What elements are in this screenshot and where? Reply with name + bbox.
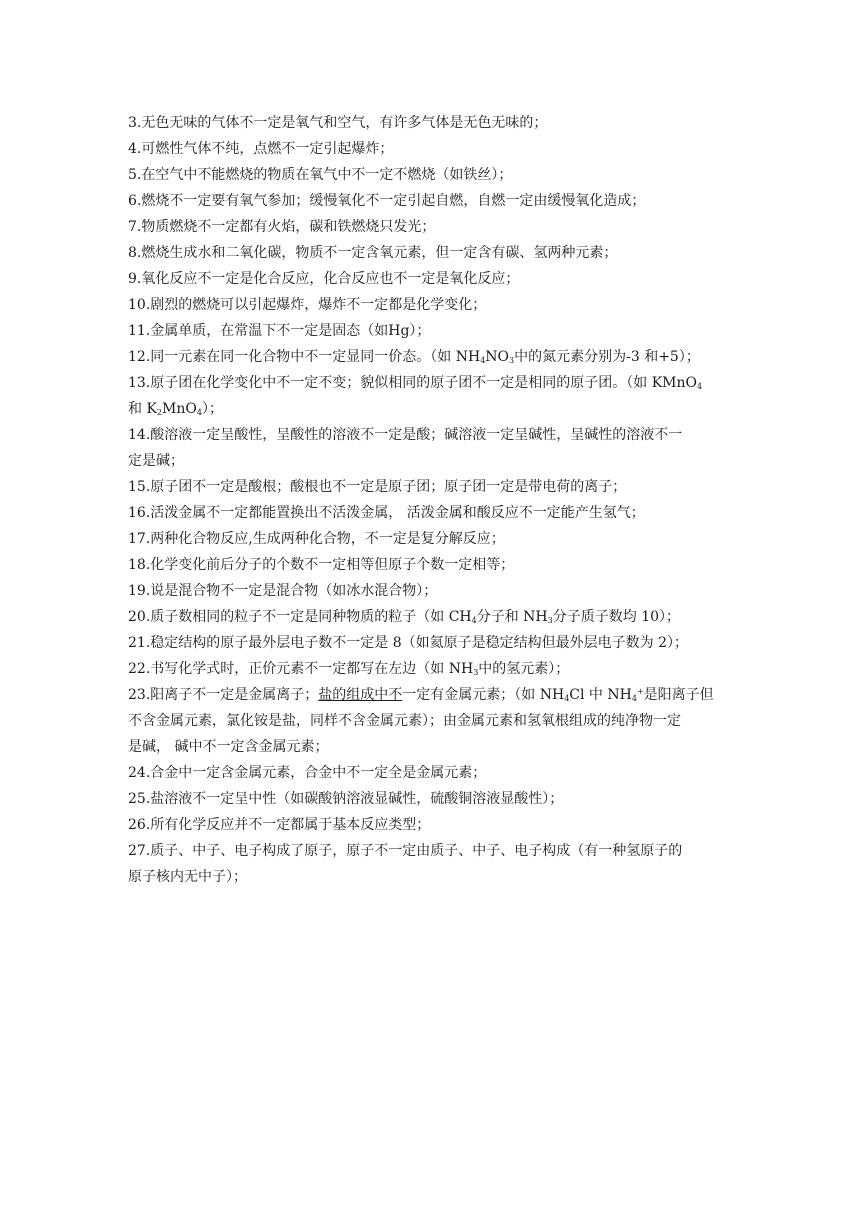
list-item: 16.活泼金属不一定都能置换出不活泼金属， 活泼金属和酸反应不一定能产生氢气； bbox=[128, 505, 645, 521]
list-item: 26.所有化学反应并不一定都属于基本反应类型； bbox=[128, 817, 431, 833]
subscript: 4 bbox=[564, 694, 570, 703]
list-item: 19.说是混合物不一定是混合物（如冰水混合物）； bbox=[128, 583, 438, 599]
list-item: 6.燃烧不一定要有氧气参加；缓慢氧化不一定引起自燃，自燃一定由缓慢氧化造成； bbox=[128, 193, 646, 209]
subscript: 4 bbox=[471, 616, 477, 625]
subscript: 3 bbox=[509, 356, 515, 365]
list-item: 9.氧化反应不一定是化合反应，化合反应也不一定是氧化反应； bbox=[128, 271, 520, 287]
underlined-text: 盐的组成中不 bbox=[318, 687, 403, 703]
item-text: 12.同一元素在同一化合物中不一定显同一价态。（如 NH bbox=[128, 349, 481, 365]
list-item: 4.可燃性气体不纯，点燃不一定引起爆炸； bbox=[128, 141, 394, 157]
list-item-continuation: 是碱， 碱中不一定含金属元素； bbox=[128, 739, 329, 755]
list-item: 18.化学变化前后分子的个数不一定相等但原子个数一定相等； bbox=[128, 557, 515, 573]
superscript: + bbox=[636, 687, 644, 696]
item-text: 一定有金属元素；（如 NH bbox=[402, 687, 565, 703]
list-item bbox=[128, 370, 732, 396]
list-item bbox=[128, 656, 732, 682]
subscript: 3 bbox=[547, 616, 553, 625]
subscript: 4 bbox=[196, 408, 202, 417]
subscript: 4 bbox=[631, 694, 637, 703]
subscript: 4 bbox=[480, 356, 486, 365]
list-item-continuation: 原子核内无中子）； bbox=[128, 869, 247, 885]
item-text: 中的氮元素分别为-3 和+5）； bbox=[514, 349, 700, 365]
item-text: 22.书写化学式时，正价元素不一定都写在左边（如 NH bbox=[128, 661, 474, 677]
list-item: 3.无色无味的气体不一定是氧气和空气，有许多气体是无色无味的； bbox=[128, 115, 548, 131]
list-item: 8.燃烧生成水和二氧化碳，物质不一定含氧元素，但一定含有碳、氢两种元素； bbox=[128, 245, 618, 261]
list-item-continuation bbox=[128, 396, 732, 422]
list-item bbox=[128, 344, 732, 370]
subscript: 4 bbox=[697, 382, 703, 391]
item-text: 是阳离子但 bbox=[643, 687, 714, 703]
list-item-continuation: 定是碱； bbox=[128, 453, 184, 469]
list-item: 27.质子、中子、电子构成了原子，原子不一定由质子、中子、电子构成（有一种氢原子的 bbox=[128, 843, 683, 859]
list-item: 5.在空气中不能燃烧的物质在氧气中不一定不燃烧（如铁丝）； bbox=[128, 167, 513, 183]
list-item-continuation: 不含金属元素，氯化铵是盐，同样不含金属元素）；由金属元素和氢氧根组成的纯净物一定 bbox=[128, 713, 681, 729]
item-text: ）； bbox=[201, 401, 223, 417]
item-text: NO bbox=[485, 349, 510, 365]
list-item: 25.盐溶液不一定呈中性（如碳酸钠溶液显碱性，硫酸铜溶液显酸性）； bbox=[128, 791, 564, 807]
list-item: 15.原子团不一定是酸根；酸根也不一定是原子团；原子团一定是带电荷的离子； bbox=[128, 479, 627, 495]
item-text: MnO bbox=[162, 401, 197, 417]
subscript: 2 bbox=[156, 408, 163, 417]
list-item: 17.两种化合物反应,生成两种化合物，不一定是复分解反应； bbox=[128, 531, 505, 547]
list-item bbox=[128, 604, 732, 630]
list-item: 24.合金中一定含金属元素，合金中不一定全是金属元素； bbox=[128, 765, 487, 781]
item-text: 和 K bbox=[128, 401, 157, 417]
list-item: 14.酸溶液一定呈酸性，呈酸性的溶液不一定是酸；碱溶液一定呈碱性，呈碱性的溶液不一 bbox=[128, 427, 683, 443]
item-text: 中的氢元素）； bbox=[478, 661, 570, 677]
item-text: 分子质子数均 10）； bbox=[552, 609, 681, 625]
list-item: 21.稳定结构的原子最外层电子数不一定是 8（如氦原子是稳定结构但最外层电子数为 2）； bbox=[128, 635, 688, 651]
subscript: 3 bbox=[473, 668, 479, 677]
item-text: Cl 中 NH bbox=[569, 687, 632, 703]
item-text: 20.质子数相同的粒子不一定是同种物质的粒子（如 CH bbox=[128, 609, 472, 625]
item-text: 13.原子团在化学变化中不一定不变；貌似相同的原子团不一定是相同的原子团。（如 KMnO bbox=[128, 375, 698, 391]
list-item bbox=[128, 682, 732, 708]
list-item: 11.金属单质，在常温下不一定是固态（如Hg）； bbox=[128, 323, 431, 339]
item-text: 分子和 NH bbox=[476, 609, 548, 625]
list-item: 7.物质燃烧不一定都有火焰，碳和铁燃烧只发光； bbox=[128, 219, 436, 235]
item-text: 23.阳离子不一定是金属离子； bbox=[128, 687, 319, 703]
list-item: 10.剧烈的燃烧可以引起爆炸，爆炸不一定都是化学变化； bbox=[128, 297, 487, 313]
